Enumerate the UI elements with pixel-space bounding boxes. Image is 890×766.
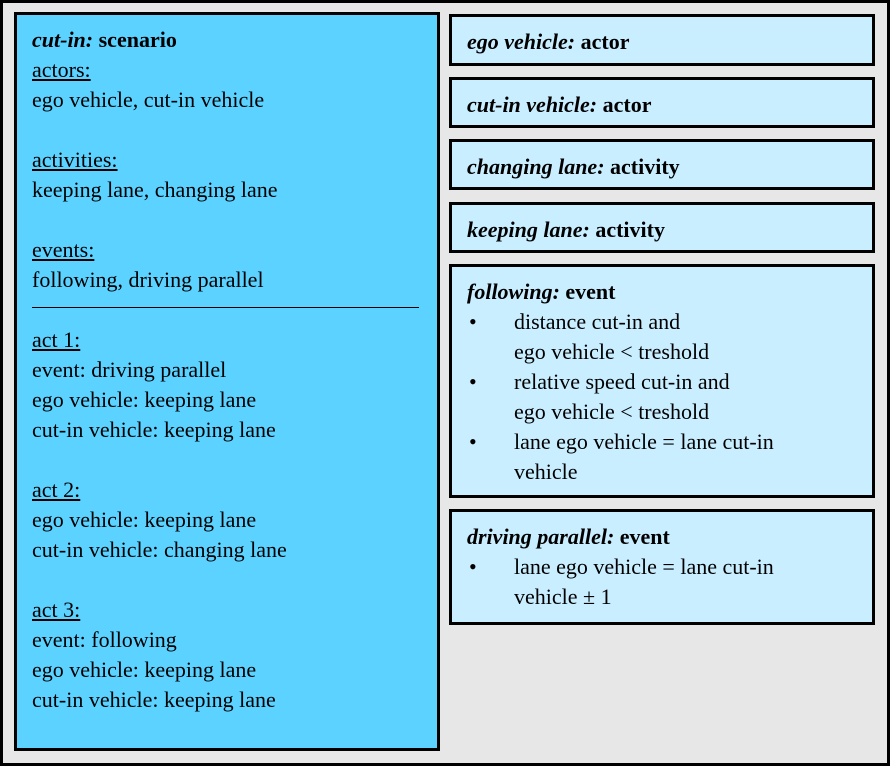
- driving-parallel-event-box: [449, 509, 875, 625]
- event-type: event: [565, 279, 616, 304]
- scenario-box: [14, 12, 440, 751]
- entity-type: actor: [602, 92, 652, 117]
- event-name: following:: [467, 279, 560, 304]
- act-2-label: act 2:: [32, 477, 81, 502]
- entity-type: actor: [580, 29, 630, 54]
- condition-line: lane ego vehicle = lane cut-in: [514, 429, 774, 454]
- entity-type: activity: [595, 217, 665, 242]
- entity-name: changing lane:: [467, 154, 605, 179]
- changing-lane-activity-box: [449, 139, 875, 190]
- act-1-line: event: driving parallel: [32, 357, 227, 382]
- scenario-title: [32, 25, 437, 55]
- condition-line: distance cut-in and: [514, 309, 681, 334]
- condition-line: vehicle ± 1: [514, 584, 612, 609]
- activities-list: keeping lane, changing lane: [32, 177, 278, 202]
- bullet: •: [469, 429, 477, 454]
- condition-line: ego vehicle < treshold: [514, 399, 710, 424]
- bullet: •: [469, 309, 477, 334]
- activities-label: activities:: [32, 147, 118, 172]
- act-2-line: cut-in vehicle: changing lane: [32, 537, 287, 562]
- scenario-type: scenario: [98, 27, 177, 52]
- act-1-line: ego vehicle: keeping lane: [32, 387, 257, 412]
- events-label: events:: [32, 237, 95, 262]
- act-1-line: cut-in vehicle: keeping lane: [32, 417, 276, 442]
- event-name: driving parallel:: [467, 524, 615, 549]
- events-list: following, driving parallel: [32, 267, 264, 292]
- event-type: event: [619, 524, 670, 549]
- entity-name: ego vehicle:: [467, 29, 576, 54]
- bullet: •: [469, 554, 477, 579]
- bullet: •: [469, 369, 477, 394]
- actors-label: actors:: [32, 57, 91, 82]
- condition-line: vehicle: [514, 459, 578, 484]
- ego-vehicle-actor-box: [449, 14, 875, 66]
- act-3-line: event: following: [32, 627, 177, 652]
- act-3-label: act 3:: [32, 597, 81, 622]
- act-1-label: act 1:: [32, 327, 81, 352]
- condition-line: relative speed cut-in and: [514, 369, 730, 394]
- keeping-lane-activity-box: [449, 202, 875, 253]
- entity-name: keeping lane:: [467, 217, 590, 242]
- condition-item: [467, 307, 872, 367]
- cut-in-vehicle-actor-box: [449, 77, 875, 128]
- condition-item: [467, 427, 872, 487]
- scenario-name: cut-in:: [32, 27, 94, 52]
- act-3-line: ego vehicle: keeping lane: [32, 657, 257, 682]
- condition-line: ego vehicle < treshold: [514, 339, 710, 364]
- following-event-box: [449, 264, 875, 498]
- divider: [32, 307, 419, 308]
- condition-line: lane ego vehicle = lane cut-in: [514, 554, 774, 579]
- condition-item: [467, 367, 872, 427]
- entity-type: activity: [610, 154, 680, 179]
- act-3-line: cut-in vehicle: keeping lane: [32, 687, 276, 712]
- entity-name: cut-in vehicle:: [467, 92, 598, 117]
- actors-list: ego vehicle, cut-in vehicle: [32, 87, 265, 112]
- act-2-line: ego vehicle: keeping lane: [32, 507, 257, 532]
- condition-item: [467, 552, 872, 612]
